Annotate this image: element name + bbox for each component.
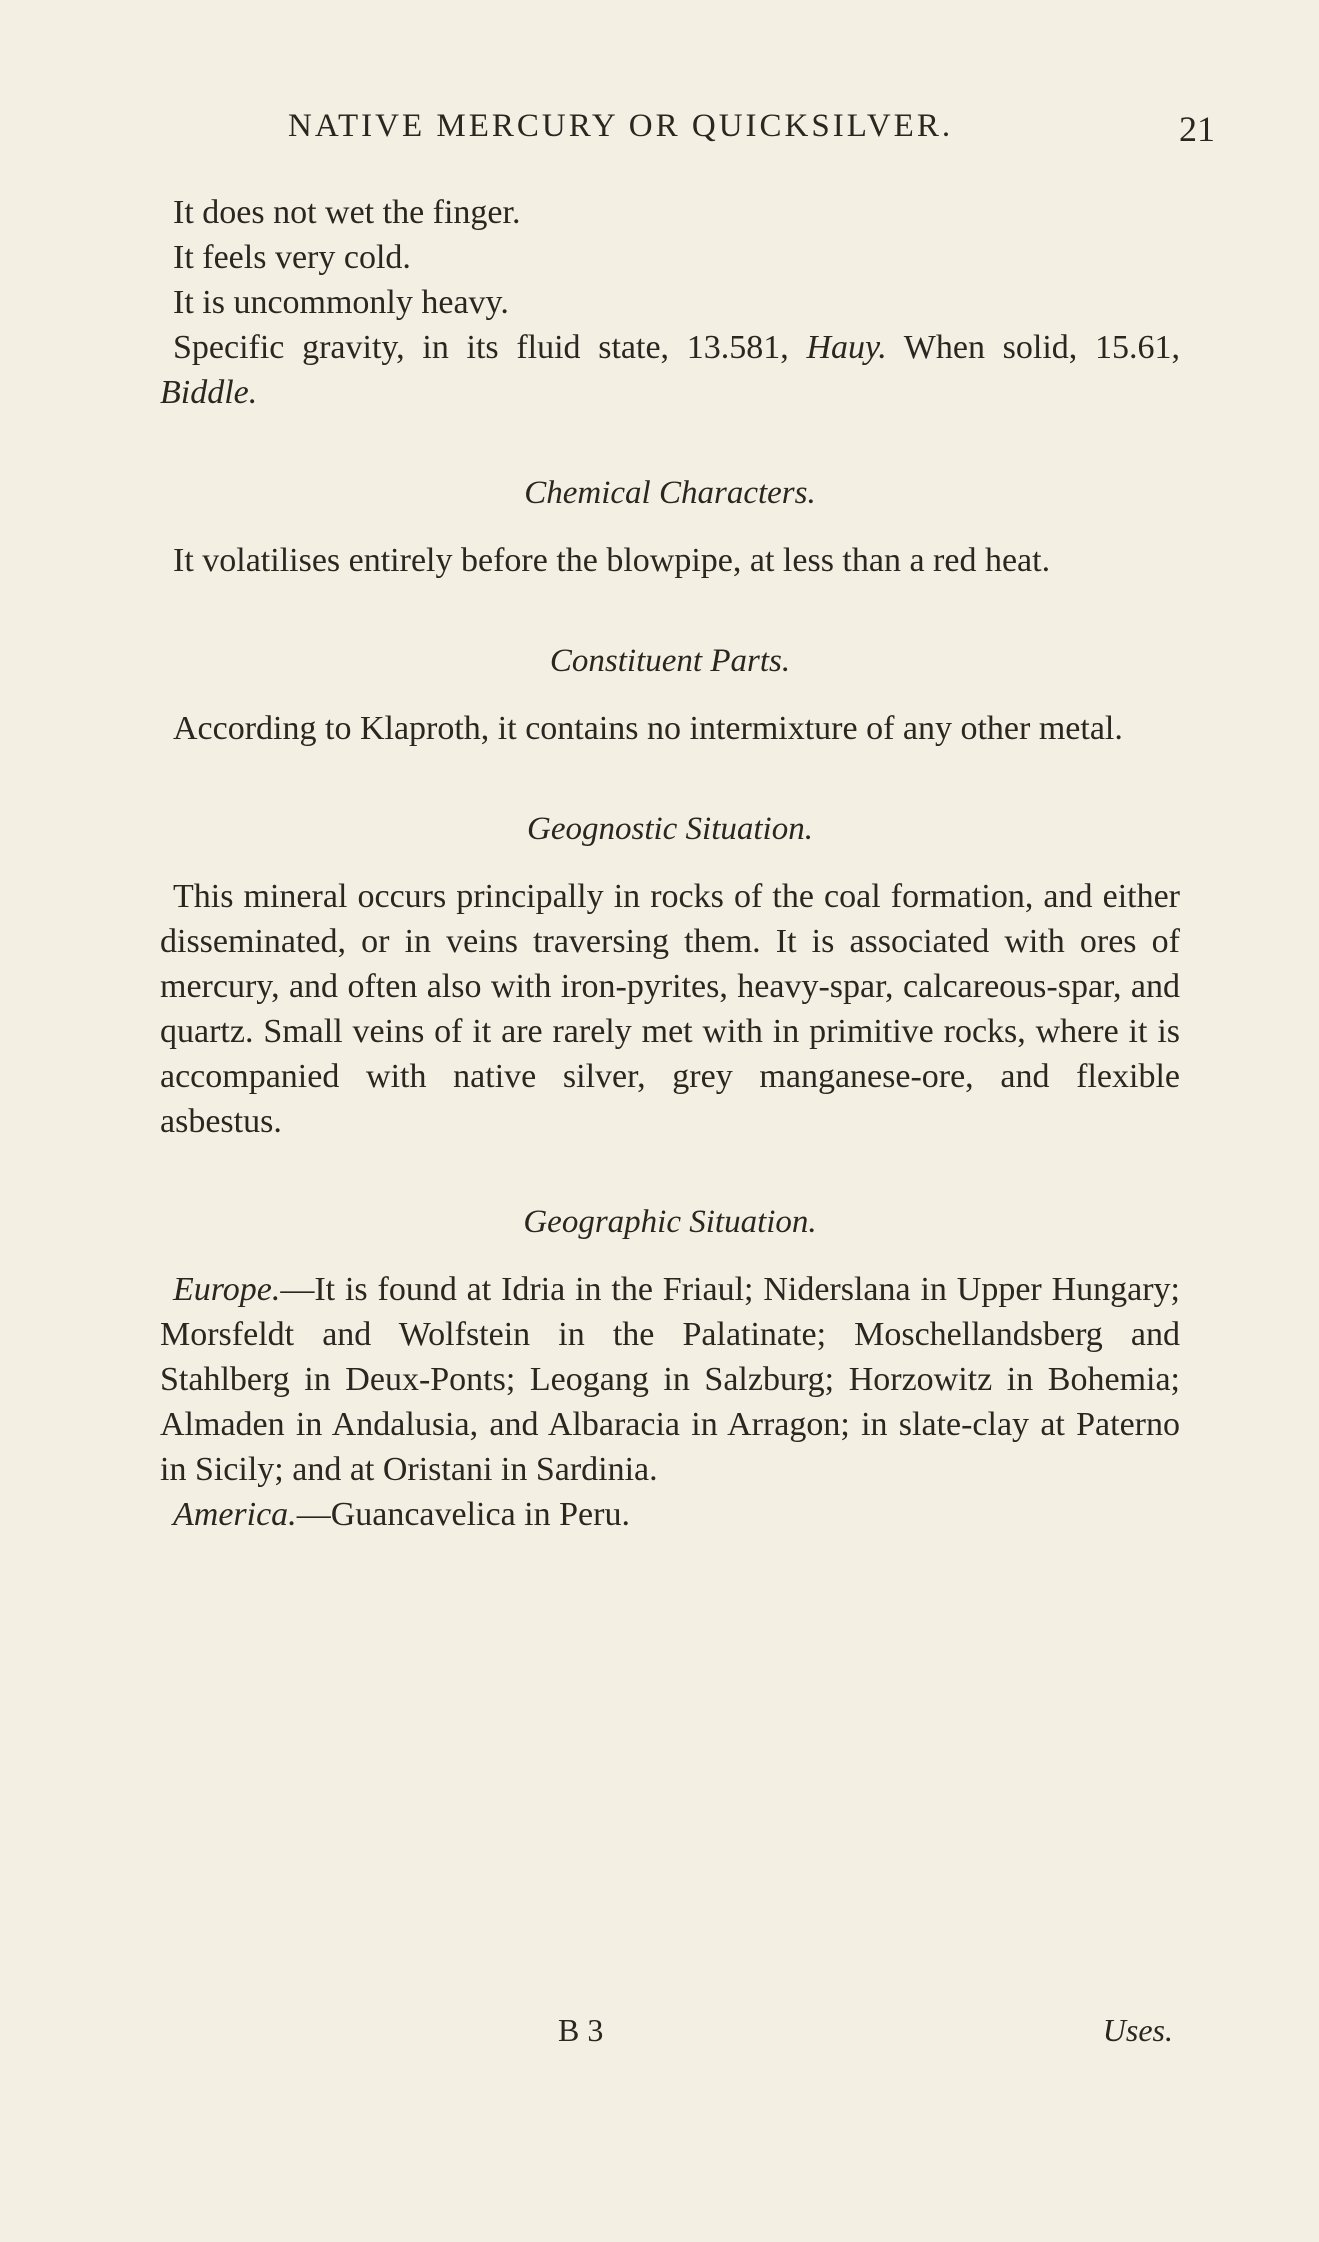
page-body	[160, 190, 1180, 1537]
europe-text: —It is found at Idria in the Friaul; Niderslana in Upper Hungary; Morsfeldt and Wolfstein in the Palatinate; Moschellandsberg and Stahlberg in Deux-Ponts; Leogang in Salzburg; Horzowitz in Bohemia; Almaden in Andalusia, and Albaracia in Arragon; in slate-clay at Paterno in Sicily; and at Oristani in Sardinia.	[160, 1271, 1180, 1488]
property-line: It is uncommonly heavy.	[173, 284, 509, 321]
section-heading-constituent: Constituent Parts.	[549, 643, 791, 679]
property-line: It feels very cold.	[173, 239, 411, 276]
europe-label: Europe.	[173, 1271, 281, 1308]
page-header	[160, 108, 1215, 158]
europe-paragraph	[160, 1267, 1180, 1492]
chemical-paragraph: It volatilises entirely before the blowpipe, at less than a red heat.	[173, 542, 1051, 579]
america-label: America.	[173, 1496, 297, 1533]
page-footer	[160, 2012, 1180, 2062]
page-number: 21	[1179, 109, 1215, 149]
running-title: NATIVE MERCURY OR QUICKSILVER.	[288, 108, 954, 144]
section-heading-geographic: Geographic Situation.	[523, 1204, 817, 1240]
geognostic-paragraph: This mineral occurs principally in rocks of the coal formation, and either disseminated, or in veins traversing them. It is associated with ores of mercury, and often also with iron-pyrites, heavy-spar, calcareous-spar, and quartz. Small veins of it are rarely met with in primitive rocks, where it is accompanied with native silver, grey manganese-ore, and flexible asbestus.	[160, 878, 1180, 1140]
catchword: Uses.	[1102, 2012, 1173, 2048]
america-paragraph	[160, 1492, 1180, 1537]
constituent-paragraph: According to Klaproth, it contains no intermixture of any other metal.	[173, 710, 1123, 747]
section-heading-geognostic: Geognostic Situation.	[527, 811, 813, 847]
physical-characters	[160, 190, 1180, 415]
gravity-author: Hauy.	[806, 329, 887, 366]
gravity-text: Specific gravity, in its fluid state, 13.581,	[173, 329, 807, 366]
signature-mark: B 3	[558, 2012, 604, 2048]
america-text: —Guancavelica in Peru.	[296, 1496, 630, 1533]
section-heading-chemical: Chemical Characters.	[524, 475, 816, 511]
solid-author: Biddle.	[160, 374, 258, 411]
specific-gravity-paragraph	[160, 325, 1180, 415]
property-line: It does not wet the finger.	[173, 194, 521, 231]
solid-text: When solid, 15.61,	[903, 329, 1180, 366]
